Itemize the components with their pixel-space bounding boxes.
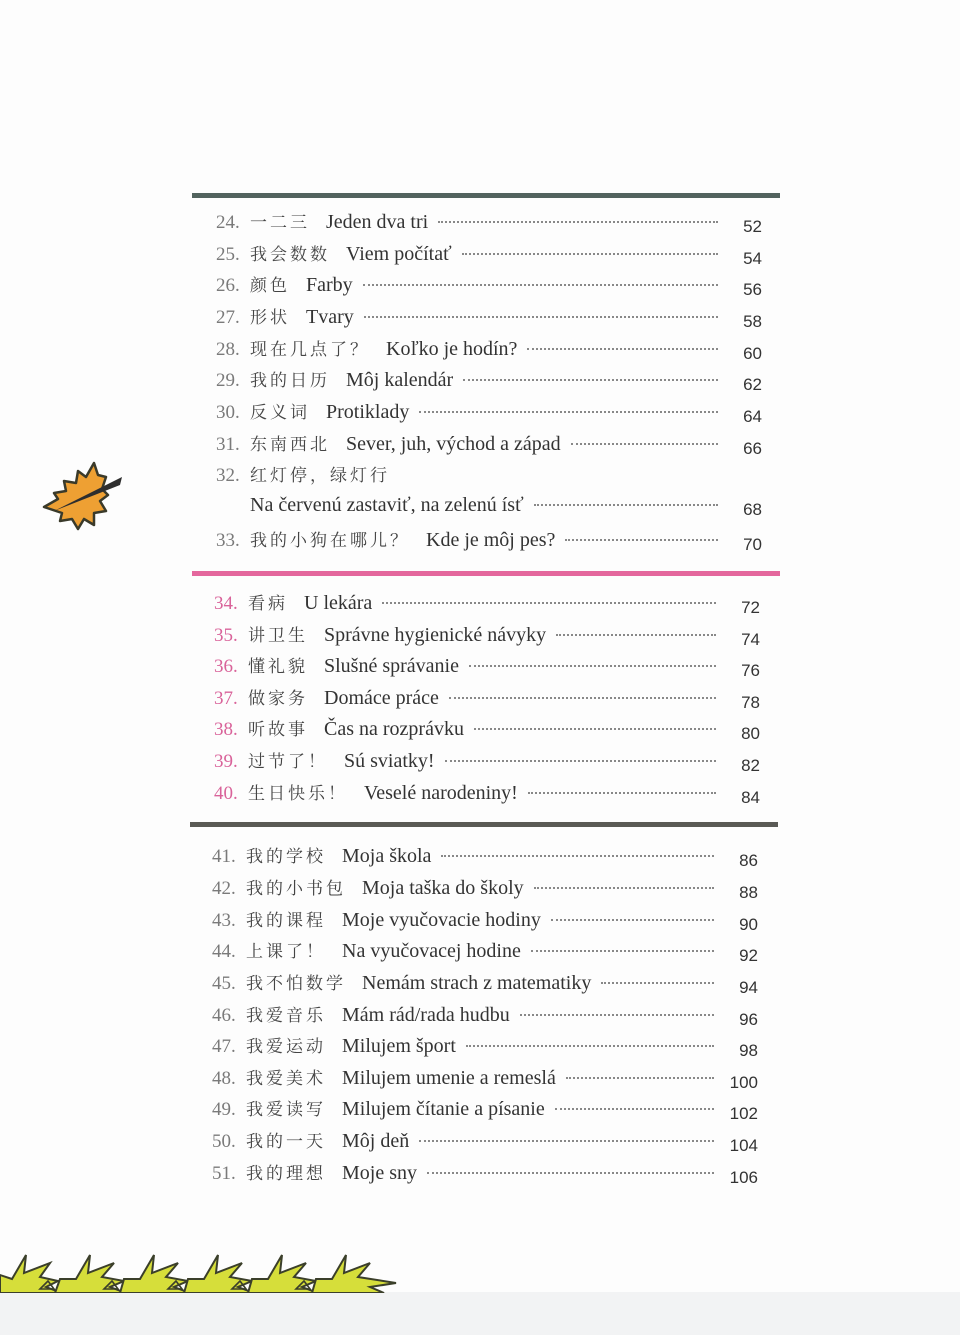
entry-title-chinese: 我的课程 (246, 911, 326, 931)
entry-title-slovak: Protiklady (326, 401, 410, 423)
dot-leader (556, 634, 716, 636)
entry-number: 41. (212, 846, 236, 867)
grass-border-icon (0, 1245, 400, 1293)
toc-entry[interactable] (212, 842, 758, 872)
entry-title-chinese: 我爱美术 (246, 1069, 326, 1089)
toc-entry[interactable] (214, 779, 760, 809)
dot-leader (438, 221, 718, 223)
entry-title-chinese: 上课了！ (246, 942, 326, 962)
entry-page-number: 94 (739, 978, 758, 997)
entry-title-slovak: Koľko je hodín? (386, 338, 518, 360)
entry-title-chinese: 讲卫生 (248, 626, 308, 646)
entry-title-slovak: Správne hygienické návyky (324, 624, 547, 646)
entry-number: 46. (212, 1005, 236, 1026)
toc-entry[interactable] (212, 874, 758, 904)
entry-number: 28. (216, 339, 240, 360)
entry-title-chinese: 我的小狗在哪儿？ (250, 531, 410, 551)
entry-page-number: 98 (739, 1041, 758, 1060)
entry-title-slovak: Moje vyučovacie hodiny (342, 909, 541, 931)
dot-leader (531, 950, 714, 952)
entry-title-chinese: 过节了！ (248, 752, 328, 772)
entry-number: 50. (212, 1131, 236, 1152)
entry-number: 47. (212, 1036, 236, 1057)
toc-entry[interactable] (214, 684, 760, 714)
section-divider-gray (190, 822, 778, 827)
toc-entry-heading[interactable] (216, 461, 762, 491)
dot-leader (427, 1172, 714, 1174)
entry-number: 26. (216, 275, 240, 296)
dot-leader (527, 348, 718, 350)
entry-title-chinese: 我爱读写 (246, 1100, 326, 1120)
dot-leader (419, 1140, 714, 1142)
toc-entry[interactable] (216, 366, 762, 396)
entry-number: 30. (216, 402, 240, 423)
dot-leader (534, 887, 714, 889)
dot-leader (555, 1108, 714, 1110)
toc-entry[interactable] (216, 335, 762, 365)
entry-title-slovak: Milujem čítanie a písanie (342, 1098, 545, 1120)
entry-title-slovak: Moje sny (342, 1162, 417, 1184)
entry-page-number: 66 (743, 439, 762, 458)
entry-number: 51. (212, 1163, 236, 1184)
page-bottom-margin (0, 1292, 960, 1335)
entry-title-slovak: Jeden dva tri (326, 211, 429, 233)
entry-title-chinese: 懂礼貌 (248, 657, 308, 677)
dot-leader (565, 539, 718, 541)
entry-page-number: 104 (729, 1136, 758, 1155)
toc-entry[interactable] (212, 1159, 758, 1189)
entry-page-number: 84 (741, 788, 760, 807)
entry-page-number: 102 (729, 1104, 758, 1123)
entry-title-chinese: 红灯停，绿灯行 (250, 466, 390, 486)
entry-title-slovak: Farby (306, 274, 353, 296)
entry-title-slovak: Mám rád/rada hudbu (342, 1004, 510, 1026)
entry-title-chinese: 我爱运动 (246, 1037, 326, 1057)
entry-page-number: 100 (729, 1073, 758, 1092)
entry-page-number: 68 (743, 500, 762, 519)
entry-title-slovak: Sever, juh, východ a západ (346, 433, 561, 455)
dot-leader (474, 728, 716, 730)
toc-entry[interactable] (214, 652, 760, 682)
entry-page-number: 64 (743, 407, 762, 426)
entry-page-number: 80 (741, 724, 760, 743)
toc-entry-continuation[interactable] (250, 494, 762, 524)
toc-entry[interactable] (212, 906, 758, 936)
entry-title-chinese: 我的理想 (246, 1164, 326, 1184)
entry-page-number: 96 (739, 1010, 758, 1029)
dot-leader (462, 253, 718, 255)
entry-title-slovak: Domáce práce (324, 687, 439, 709)
entry-title-chinese: 反义词 (250, 403, 310, 423)
entry-number: 49. (212, 1099, 236, 1120)
entry-page-number: 88 (739, 883, 758, 902)
entry-number: 40. (214, 783, 238, 804)
entry-page-number: 86 (739, 851, 758, 870)
toc-entry[interactable] (212, 1095, 758, 1125)
entry-page-number: 52 (743, 217, 762, 236)
entry-title-chinese: 看病 (248, 594, 288, 614)
entry-number: 37. (214, 688, 238, 709)
entry-page-number: 78 (741, 693, 760, 712)
toc-entry[interactable] (214, 747, 760, 777)
entry-title-slovak: Kde je môj pes? (426, 529, 556, 551)
entry-title-slovak: Viem počítať (346, 243, 452, 265)
toc-entry[interactable] (214, 621, 760, 651)
entry-page-number: 54 (743, 249, 762, 268)
entry-title-chinese: 一二三 (250, 213, 310, 233)
entry-number: 36. (214, 656, 238, 677)
entry-title-slovak: U lekára (304, 592, 373, 614)
toc-entry[interactable] (216, 526, 762, 556)
entry-page-number: 62 (743, 375, 762, 394)
dot-leader (551, 919, 714, 921)
entry-title-chinese: 我的一天 (246, 1132, 326, 1152)
entry-page-number: 76 (741, 661, 760, 680)
entry-page-number: 92 (739, 946, 758, 965)
section-divider-pink (192, 571, 780, 576)
toc-entry[interactable] (214, 589, 760, 619)
dot-leader (449, 697, 716, 699)
toc-entry[interactable] (216, 208, 762, 238)
entry-title-chinese: 我会数数 (250, 245, 330, 265)
entry-title-chinese: 我爱音乐 (246, 1006, 326, 1026)
dot-leader (364, 316, 718, 318)
entry-title-slovak: Tvary (306, 306, 354, 328)
entry-title-slovak: Milujem umenie a remeslá (342, 1067, 556, 1089)
entry-title-slovak: Moja taška do školy (362, 877, 524, 899)
entry-page-number: 60 (743, 344, 762, 363)
entry-number: 31. (216, 434, 240, 455)
dot-leader (445, 760, 716, 762)
entry-number: 44. (212, 941, 236, 962)
dot-leader (463, 379, 718, 381)
entry-page-number: 56 (743, 280, 762, 299)
dot-leader (382, 602, 716, 604)
entry-title-chinese: 我的小书包 (246, 879, 346, 899)
entry-title-slovak: Sú sviatky! (344, 750, 435, 772)
entry-number: 27. (216, 307, 240, 328)
entry-title-chinese: 生日快乐！ (248, 784, 348, 804)
entry-title-slovak: Slušné správanie (324, 655, 459, 677)
toc-entry[interactable] (216, 303, 762, 333)
entry-title-chinese: 做家务 (248, 689, 308, 709)
entry-page-number: 74 (741, 630, 760, 649)
entry-number: 25. (216, 244, 240, 265)
entry-page-number: 72 (741, 598, 760, 617)
entry-page-number: 58 (743, 312, 762, 331)
entry-number: 24. (216, 212, 240, 233)
section-divider-dark (192, 193, 780, 198)
toc-entry[interactable] (212, 969, 758, 999)
entry-title-slovak: Veselé narodeniny! (364, 782, 518, 804)
entry-title-chinese: 我不怕数学 (246, 974, 346, 994)
autumn-leaf-icon (36, 455, 126, 535)
entry-title-slovak: Na červenú zastaviť, na zelenú ísť (250, 494, 524, 516)
toc-entry[interactable] (212, 1127, 758, 1157)
dot-leader (419, 411, 718, 413)
entry-page-number: 70 (743, 535, 762, 554)
entry-page-number: 82 (741, 756, 760, 775)
entry-title-chinese: 听故事 (248, 720, 308, 740)
toc-entry[interactable] (212, 1064, 758, 1094)
entry-number: 32. (216, 465, 240, 486)
entry-title-chinese: 我的日历 (250, 371, 330, 391)
dot-leader (528, 792, 716, 794)
entry-title-chinese: 现在几点了？ (250, 340, 370, 360)
entry-number: 38. (214, 719, 238, 740)
entry-number: 35. (214, 625, 238, 646)
entry-page-number: 106 (729, 1168, 758, 1187)
entry-number: 39. (214, 751, 238, 772)
entry-number: 48. (212, 1068, 236, 1089)
toc-entry[interactable] (216, 271, 762, 301)
entry-title-slovak: Nemám strach z matematiky (362, 972, 592, 994)
entry-page-number: 90 (739, 915, 758, 934)
entry-title-chinese: 颜色 (250, 276, 290, 296)
dot-leader (469, 665, 716, 667)
entry-number: 33. (216, 530, 240, 551)
dot-leader (363, 284, 718, 286)
dot-leader (566, 1077, 714, 1079)
toc-entry[interactable] (212, 1001, 758, 1031)
dot-leader (520, 1014, 714, 1016)
entry-number: 29. (216, 370, 240, 391)
dot-leader (466, 1045, 714, 1047)
toc-entry[interactable] (216, 240, 762, 270)
dot-leader (534, 504, 718, 506)
entry-title-slovak: Čas na rozprávku (324, 718, 464, 740)
dot-leader (601, 982, 714, 984)
toc-entry[interactable] (216, 430, 762, 460)
entry-number: 43. (212, 910, 236, 931)
entry-title-slovak: Moja škola (342, 845, 432, 867)
entry-title-slovak: Milujem šport (342, 1035, 456, 1057)
entry-title-chinese: 我的学校 (246, 847, 326, 867)
entry-title-chinese: 东南西北 (250, 435, 330, 455)
entry-title-chinese: 形状 (250, 308, 290, 328)
entry-title-slovak: Môj kalendár (346, 369, 454, 391)
toc-entry[interactable] (212, 937, 758, 967)
entry-title-slovak: Na vyučovacej hodine (342, 940, 521, 962)
entry-title-slovak: Môj deň (342, 1130, 410, 1152)
dot-leader (571, 443, 718, 445)
entry-number: 34. (214, 593, 238, 614)
entry-number: 45. (212, 973, 236, 994)
toc-entry[interactable] (212, 1032, 758, 1062)
entry-number: 42. (212, 878, 236, 899)
dot-leader (441, 855, 714, 857)
toc-entry[interactable] (216, 398, 762, 428)
toc-entry[interactable] (214, 715, 760, 745)
